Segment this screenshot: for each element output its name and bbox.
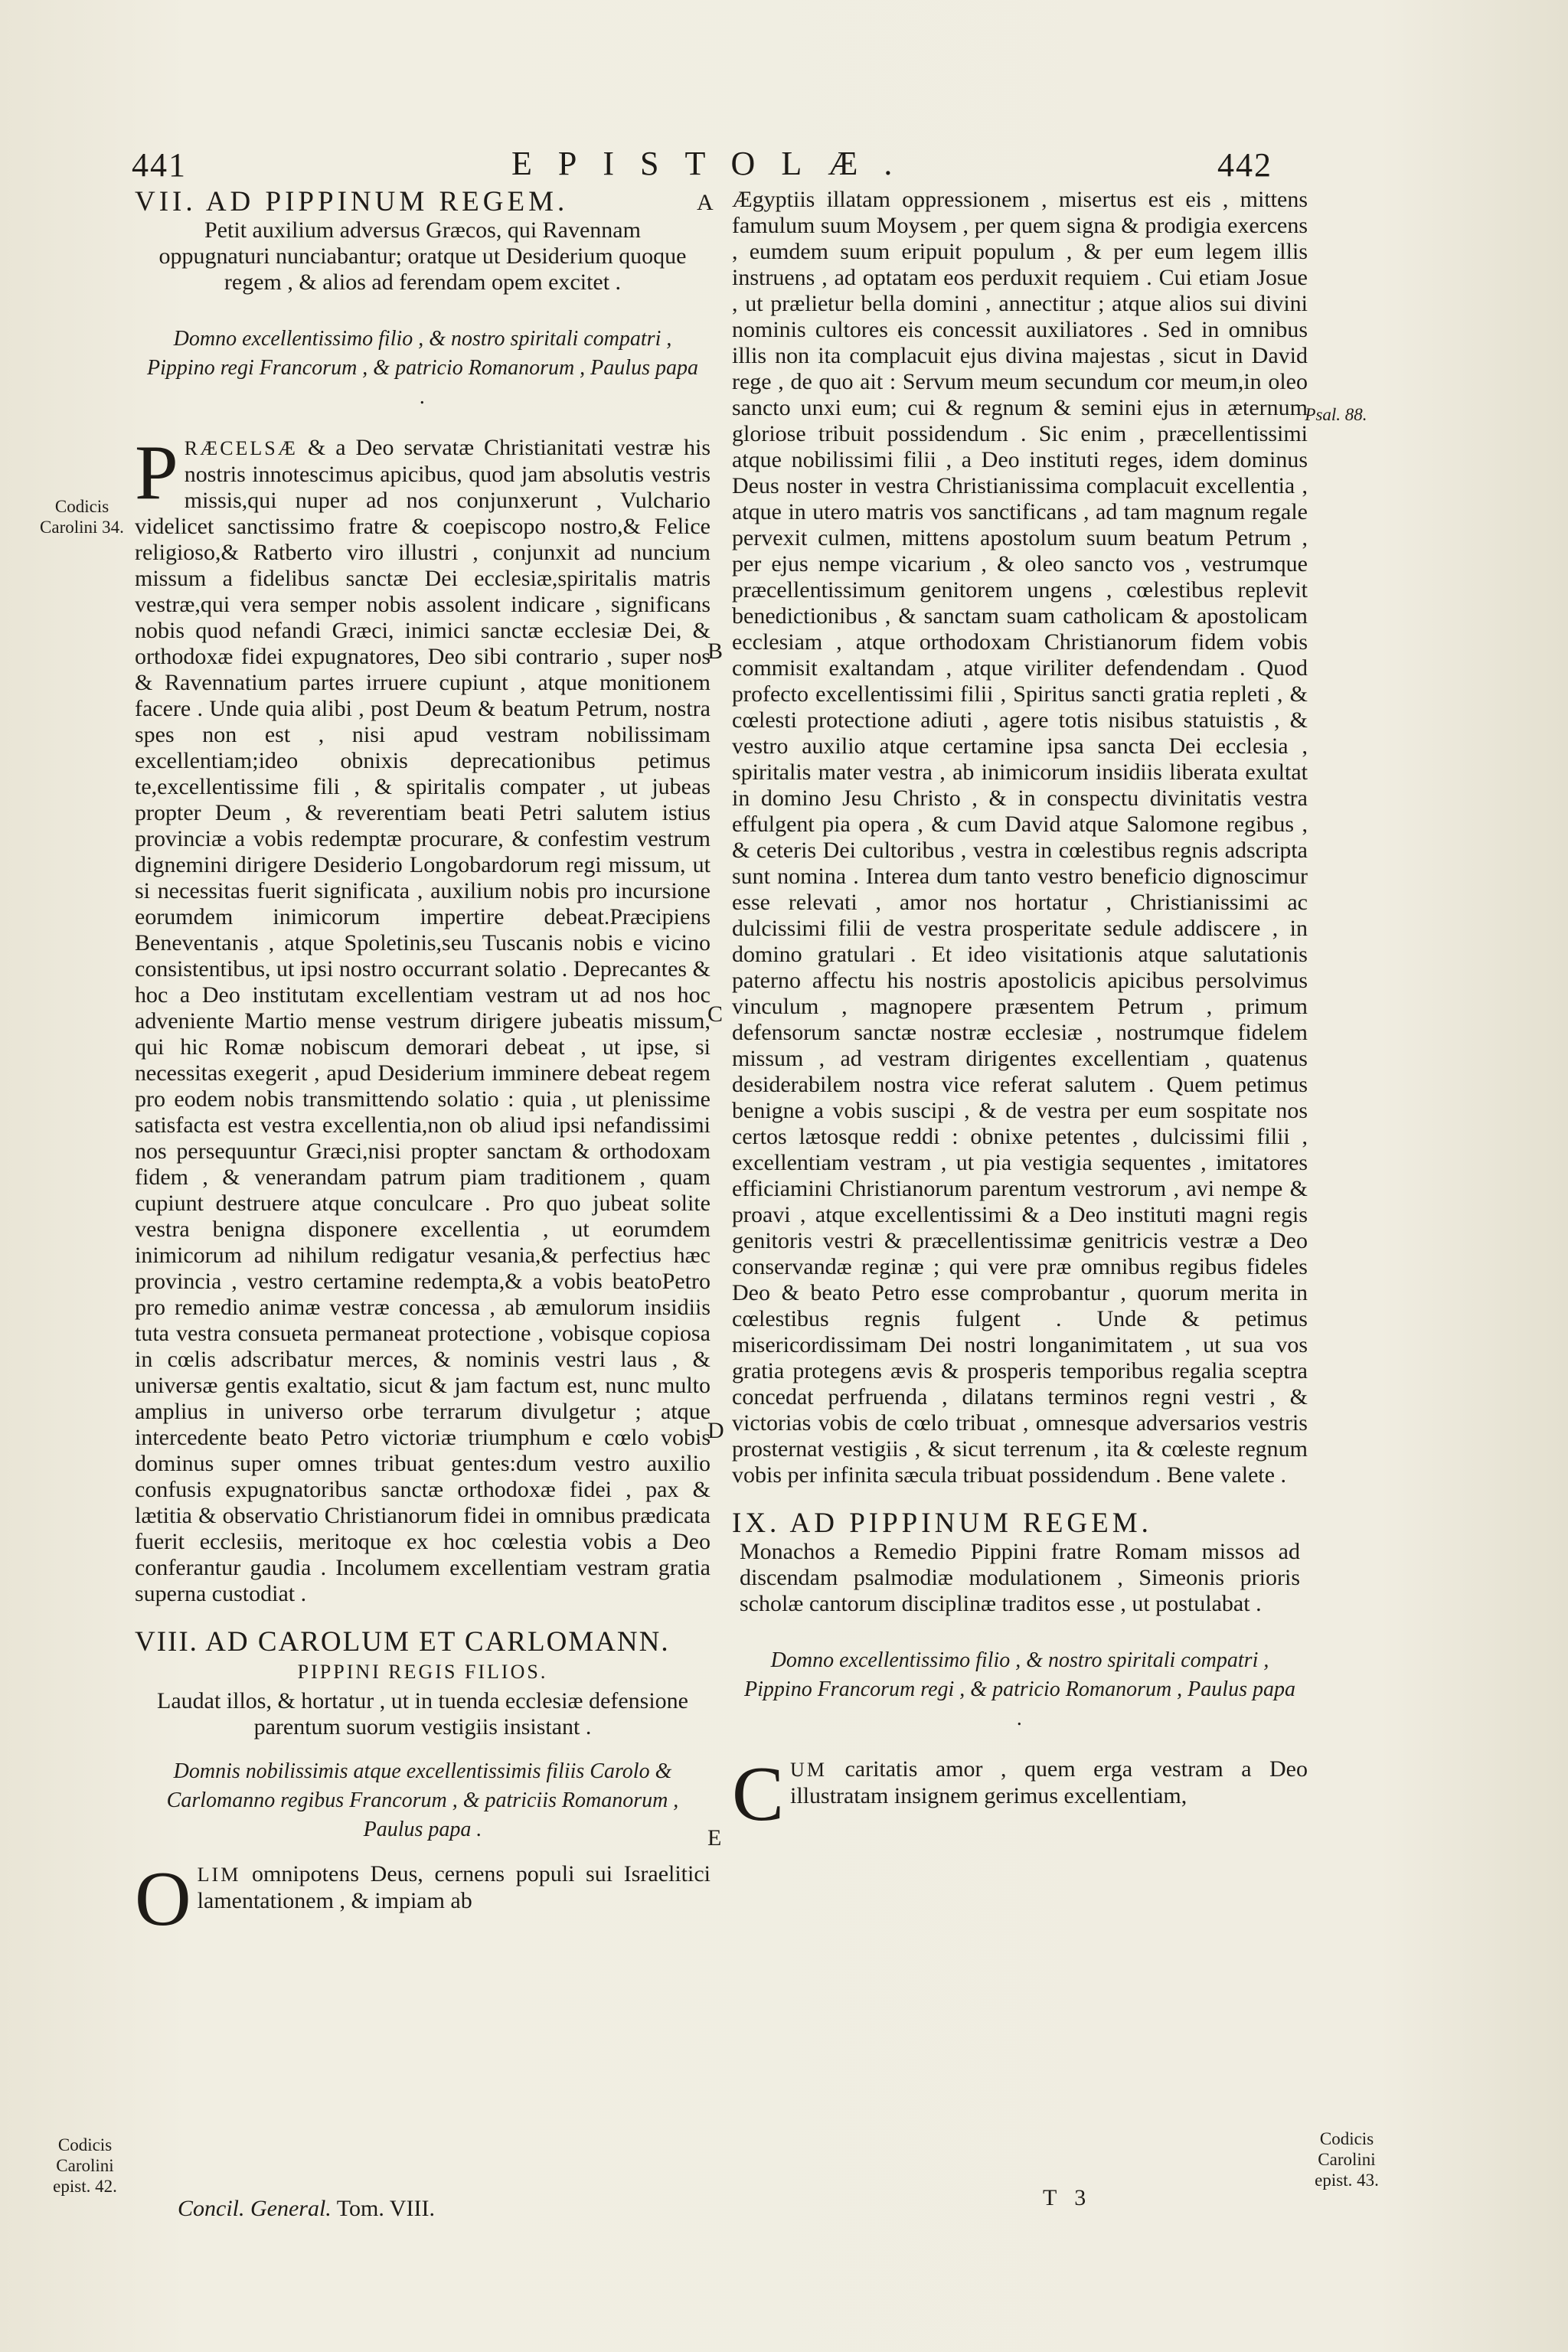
letter-8-address: Domnis nobilissimis atque excellentissimis filiis Carolo & Carlomanno regibus Francorum , & patriciis Romanorum , Paulus papa . (166, 1759, 679, 1841)
page-number-left: 441 (132, 146, 187, 184)
letter-7-text: & a Deo servatæ Christianitati vestræ his nostris innotescimus apicibus, quod jam absolutis vestris missis,qui nuper ad nos conjunxerunt , Vulchario videlicet sanctissimo fratre & coepiscopo nostro,& Felice religioso,& Ratberto viro illustri , conjunxit ad nuncium missum a fidelibus sanctæ Dei ecclesiæ,spiritalis matris vestræ,qui vera semper nobis assolent indicare , significans nobis quod nefandi Græci, inimici sanctæ ecclesiæ Dei, & orthodoxæ fidei expugnatores, Deo sibi contrario , super nos & Ravennatium partes irruere cupiunt , atque monitionem facere . Unde quia alibi , post Deum & beatum Petrum, nostra spes non est , nisi apud vestram nobilissimam excellentiam;ideo obnixis deprecationibus petimus te,excellentissime fili , & spiritalis compater , ut jubeas propter Deum , & reverentiam beati Petri salutem istius provinciæ a vobis redemptæ procurare, & confestim vestrum dignemini dirigere Desiderio Longobardorum regi missum, ut si necessitas fuerit significata , auxilium nobis pro incursione eorumdem inimicorum impertire debeat.Præcipiens Beneventanis , atque Spoletinis,seu Tuscanis nobis e vicino consistentibus, ut ipsi nostro occurrant solatio . Deprecantes & hoc a Deo institutam excellentiam vestram ut ad nos hoc adveniente Martio mense vestrum dirigere jubeatis missum, qui hic Romæ nobiscum demorari debeat , ut ipse, si necessitas exegerit , apud Desiderium imminere debeat regem pro eodem nobis transmittendo solatio : quia , ut plenissime satisfacta est vestra excellentia,non ob aliud ipsi nefandissimi nos persequuntur Græci,nisi propter sanctam & orthodoxam fidem , & venerandam patrum piam traditionem , quam cupiunt destruere atque conculcare . Pro quo jubeat solite vestra benigna disponere excellentia , ut eorumdem inimicorum ad nihilum redigatur vesania,& perfectius hæc provincia , vestro certamine redempta,& a vobis beatoPetro pro remedio animæ vestræ concessa , ab æmulorum insidiis tuta vestra consueta permaneat protectione , vobisque copiosa in cœlis adscribatur merces, & nominis vestri laus , & universæ gentis exaltatio, sicut & jam factum est, nunc multo amplius in universo orbe terrarum divulgetur ; atque intercedente beato Petro victoriæ triumphum e cœlo vobis dominus super omnes tribuat gentes:dum vestro auxilio confusis expugnatoribus sanctæ orthodoxæ fidei , pax & lætitia & observatio Christianorum fidei in omnibus prædicata fuerit ecclesiis, meritoque ex hoc cœlestia vobis a Deo conferantur gaudia . Incolumem excellentiam vestram gratia superna custodiat . (135, 435, 710, 1606)
letter-8-lead: LIM (197, 1864, 241, 1886)
letter-7-address: Domno excellentissimo filio , & nostro spiritali compatri , Pippino regi Francorum , & patricio Romanorum , Paulus papa . (147, 327, 698, 409)
letter-8-text-continued: Ægyptiis illatam oppressionem , misertus est eis , mittens famulum suum Moysem , per quem signa & prodigia exercens , eumdem suum eripuit populum , & per eum legem illis instruens , ad optatam eos perduxit requiem . Cui etiam Josue , ut prælietur bella domini , annectitur ; atque alios sui divini nominis cultores eis concessit auxiliatores . Sed in omnibus illis non ita complacuit ejus divina majestas , sicut in David rege , de quo ait : Servum meum secundum cor meum,in oleo sancto unxi eum; cui & regnum & semini ejus in æternum gloriose tribuit possidendum . Sic enim , præcellentissimi atque nobilissimi filii , a Deo instituti reges, idem dominus Deus noster in vestra Christianissima complacuit excellentia , atque in utero matris vos sanctificans , ad tam magnum regale pervexit culmen, mittens apostolum suum beatum Petrum , per ejus nempe vicarium , & oleo sancto vos , vestrumque præcellentissimum genitorem ungens , cœlestibus replevit benedictionibus , & sanctam suam catholicam & apostolicam ecclesiam , atque orthodoxam Christianorum fidem vobis commisit exaltandam , atque viriliter defendendam . Quod profecto excellentissimi filii , Spiritus sancti gratia repleti , & cœlesti protectione adiuti , agere totis nisibus statuistis , & vestro auxilio atque certamine ipsa sancta Dei ecclesia , spiritalis mater vestra , ab inimicorum insidiis liberata exultat in domino Jesu Christo , & in conspectu divinitatis vestra effulgent pia opera , & cum David atque Salomone regibus , & ceteris Dei cultoribus , vestra in cœlestibus regnis adscripta sunt nomina . Interea dum tanto vestro beneficio dignoscimur esse relevati , amor nos hortatur , Christianissimi ac dulcissimi filii de vestra prosperitate sedule addiscere , in domino gratulari . Et ideo visitationis atque salutationis paterno affectu his nostris apostolicis apicibus persolvimus vinculum , magnopere præsentem Petrum , primum defensorum sanctæ nostræ ecclesiæ , nostrumque fidelem missum , ad vestram dirigentes excellentiam , quatenus desiderabilem nostra vice referat salutem . Quem petimus benigne a vobis suscipi , & de vestra per eum sospitate nos certos lætosque reddi : obnixe petentes , dulcissimi filii , excellentiam vestram , ut pia vestigia sequentes , imitatores efficiamini Christianorum parentum vestrorum , avi nempe & proavi , atque excellentissimi & a Deo instituti magni regis genitoris vestri & præcellentissimæ genitricis vestræ a Deo conservandæ reginæ ; qui vere præ omnibus regibus fideles Deo & beato Petro esse comprobantur , quorum merita in cœlestibus regnis fulgent . Unde & petimus misericordissimam Dei nostri longanimitatem , ut sua vos gratia protegens ævis & prosperis temporibus regalia sceptra concedat perfruenda , dilatans terminos regni vestri , & victorias vobis de cœlo tribuat , omnesque adversarios vestris prosternat vestigiis , & sicut terrenum , ita & cœleste regnum vobis per infinita sæcula tribuat possidendum . Bene valete . (732, 187, 1308, 1488)
letter-7-body (135, 430, 710, 1607)
page-number-right: 442 (1217, 146, 1272, 184)
section-marker-e: E (707, 1825, 722, 1851)
letter-8-dropcap: O (135, 1856, 191, 1942)
footer-source (178, 2196, 435, 2222)
section-marker-b: B (707, 639, 724, 664)
section-marker-a: A (697, 190, 714, 215)
footer-volume: Tom. VIII. (336, 2196, 435, 2221)
letter-9-lead: UM (790, 1759, 827, 1781)
signature-mark: T 3 (1043, 2185, 1093, 2210)
footer-source-title: Concil. General. (178, 2196, 332, 2221)
section-marker-c: C (707, 1001, 724, 1027)
letter-9-text: caritatis amor , quem erga vestram a Deo illustratam insignem gerimus excellentiam, (790, 1756, 1308, 1808)
margin-note-psalm: Psal. 88. (1305, 405, 1367, 424)
margin-note-codex-43: Codicis Carolini epist. 43. (1315, 2129, 1379, 2190)
letter-8-body-start (135, 1856, 710, 1942)
letter-9-dropcap: C (732, 1751, 785, 1838)
letter-8-text-start: omnipotens Deus, cernens populi sui Israelitici lamentationem , & impiam ab (197, 1861, 710, 1913)
letter-8-subheading: PIPPINI REGIS FILIOS. (297, 1661, 548, 1683)
letter-9-address: Domno excellentissimo filio , & nostro spiritali compatri , Pippino Francorum regi , & patricio Romanorum , Paulus papa . (744, 1648, 1295, 1730)
letter-8-heading: VIII. AD CAROLUM ET CARLOMANN. (135, 1626, 670, 1658)
left-column (135, 186, 710, 1942)
letter-7-heading: VII. AD PIPPINUM REGEM. (135, 186, 569, 217)
letter-7-dropcap: P (135, 430, 178, 516)
letter-7-lead: RÆCELSÆ (184, 437, 298, 459)
letter-9-body (732, 1751, 1308, 1838)
letter-8-argument: Laudat illos, & hortatur , ut in tuenda ecclesiæ defensione parentum suorum vestigiis insistant . (157, 1688, 688, 1740)
letter-9-heading: IX. AD PIPPINUM REGEM. (732, 1508, 1152, 1539)
letter-7-argument: Petit auxilium adversus Græcos, qui Ravennam oppugnaturi nunciabantur; oratque ut Desiderium quoque regem , & alios ad ferendam opem excitet . (158, 217, 687, 295)
right-column (732, 187, 1308, 1838)
section-marker-d: D (707, 1418, 724, 1443)
running-title: EPISTOLÆ. (511, 145, 919, 182)
margin-note-codex-42: Codicis Carolini epist. 42. (53, 2135, 117, 2196)
margin-note-codex-34: Codicis Carolini 34. (40, 497, 124, 537)
letter-9-argument: Monachos a Remedio Pippini fratre Romam missos ad discendam psalmodiæ modulationem , Simeonis prioris scholæ cantorum disciplinæ traditos esse , ut postulabat . (740, 1539, 1300, 1616)
letter-8-body-continued (732, 187, 1308, 1488)
